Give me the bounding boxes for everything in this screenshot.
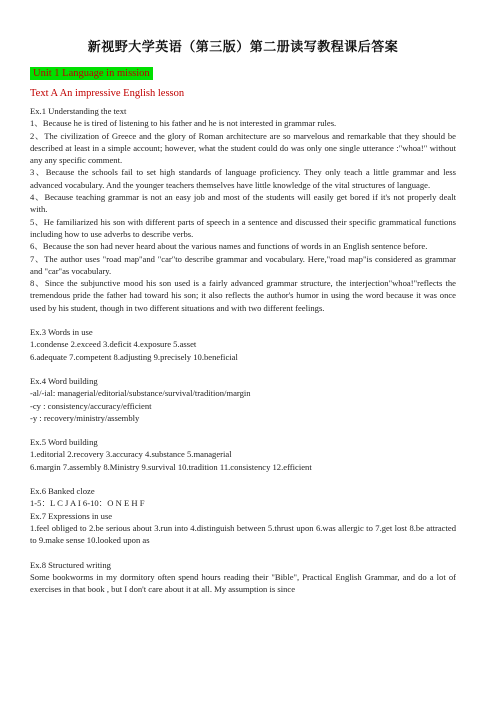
ex4-line: -y : recovery/ministry/assembly: [30, 412, 140, 423]
document-title: 新视野大学英语（第三版）第二册读写教程课后答案: [87, 40, 399, 55]
unit-title-row: [30, 63, 456, 88]
ex1-item: 8、Since the subjunctive mood his son used is a fairly advanced grammar structure, the interjection"whoa!"reflects the tremendous pride the father had toward his son; it also reflects the author's humor in using the word because it was once used by his student, though in two different situations and with two different feelings.: [30, 278, 456, 313]
spacer: [30, 363, 456, 375]
ex7-line: 1.feel obliged to 2.be serious about 3.run into 4.distinguish between 5.thrust upon 6.was allergic to 7.get lost 8.be attracted to 9.make sense 10.looked upon as: [30, 522, 456, 546]
ex1-item: 5、He familiarized his son with different parts of speech in a sentence and discussed their specific grammatical functions including how to use adverbs to describe verbs.: [30, 216, 456, 239]
ex1-item: 4、Because teaching grammar is not an easy job and most of the students will easily get bored if it's not properly dealt with.: [30, 192, 456, 215]
ex5-heading: Ex.5 Word building: [30, 437, 98, 448]
ex4-line: -al/-ial: managerial/editorial/substance/survival/tradition/margin: [30, 388, 251, 399]
ex1-item: 3、Because the schools fail to set high standards of language proficiency. They only teach a little grammar and less advanced vocabulary. And the younger teachers themselves have little knowledge of the vital structures of language.: [30, 167, 456, 190]
ex3-heading: Ex.3 Words in use: [30, 327, 93, 338]
spacer: [30, 424, 456, 436]
ex5-line: 1.editorial 2.recovery 3.accuracy 4.substance 5.managerial: [30, 449, 232, 460]
spacer: [30, 473, 456, 485]
ex7-heading: Ex.7 Expressions in use: [30, 510, 113, 521]
ex6-heading: Ex.6 Banked cloze: [30, 486, 95, 497]
ex4-line: -cy : consistency/accuracy/efficient: [30, 400, 152, 411]
spacer: [30, 547, 456, 559]
unit-title: Unit 1 Language in mission: [30, 67, 153, 80]
ex6-line: 1-5：L C J A I 6-10：O N E H F: [30, 498, 145, 509]
ex1-item: 7、The author uses "road map"and "car"to describe grammar and vocabulary. Here,"road map"is considered as grammar and "car"as vocabulary.: [30, 253, 456, 276]
ex1-item: 6、Because the son had never heard about the various names and functions of words in an English sentence before.: [30, 241, 428, 252]
ex3-line: 1.condense 2.exceed 3.deficit 4.exposure 5.asset: [30, 339, 197, 350]
ex4-heading: Ex.4 Word building: [30, 375, 98, 386]
ex1-item: 2、The civilization of Greece and the glory of Roman architecture are so marvelous and remarkable that they should be described at least in a simple account; however, what the student could do was only one single utterance :"whoa!" without any any specific comment.: [30, 130, 456, 166]
ex3-line: 6.adequate 7.competent 8.adjusting 9.precisely 10.beneficial: [30, 351, 238, 362]
spacer: [30, 314, 456, 326]
ex5-line: 6.margin 7.assembly 8.Ministry 9.survival 10.tradition 11.consistency 12.efficient: [30, 461, 312, 472]
ex8-line: Some bookworms in my dormitory often spend hours reading their "Bible", Practical English Grammar, and do a lot of exercises in that book , but I don't care about it at all. My assumption is since: [30, 571, 456, 595]
text-title: Text A An impressive English lesson: [30, 88, 185, 99]
ex8-heading: Ex.8 Structured writing: [30, 559, 111, 570]
ex1-item: 1、Because he is tired of listening to his father and he is not interested in grammar rules.: [30, 118, 337, 129]
ex1-heading: Ex.1 Understanding the text: [30, 106, 127, 116]
answer-body: [30, 105, 456, 595]
